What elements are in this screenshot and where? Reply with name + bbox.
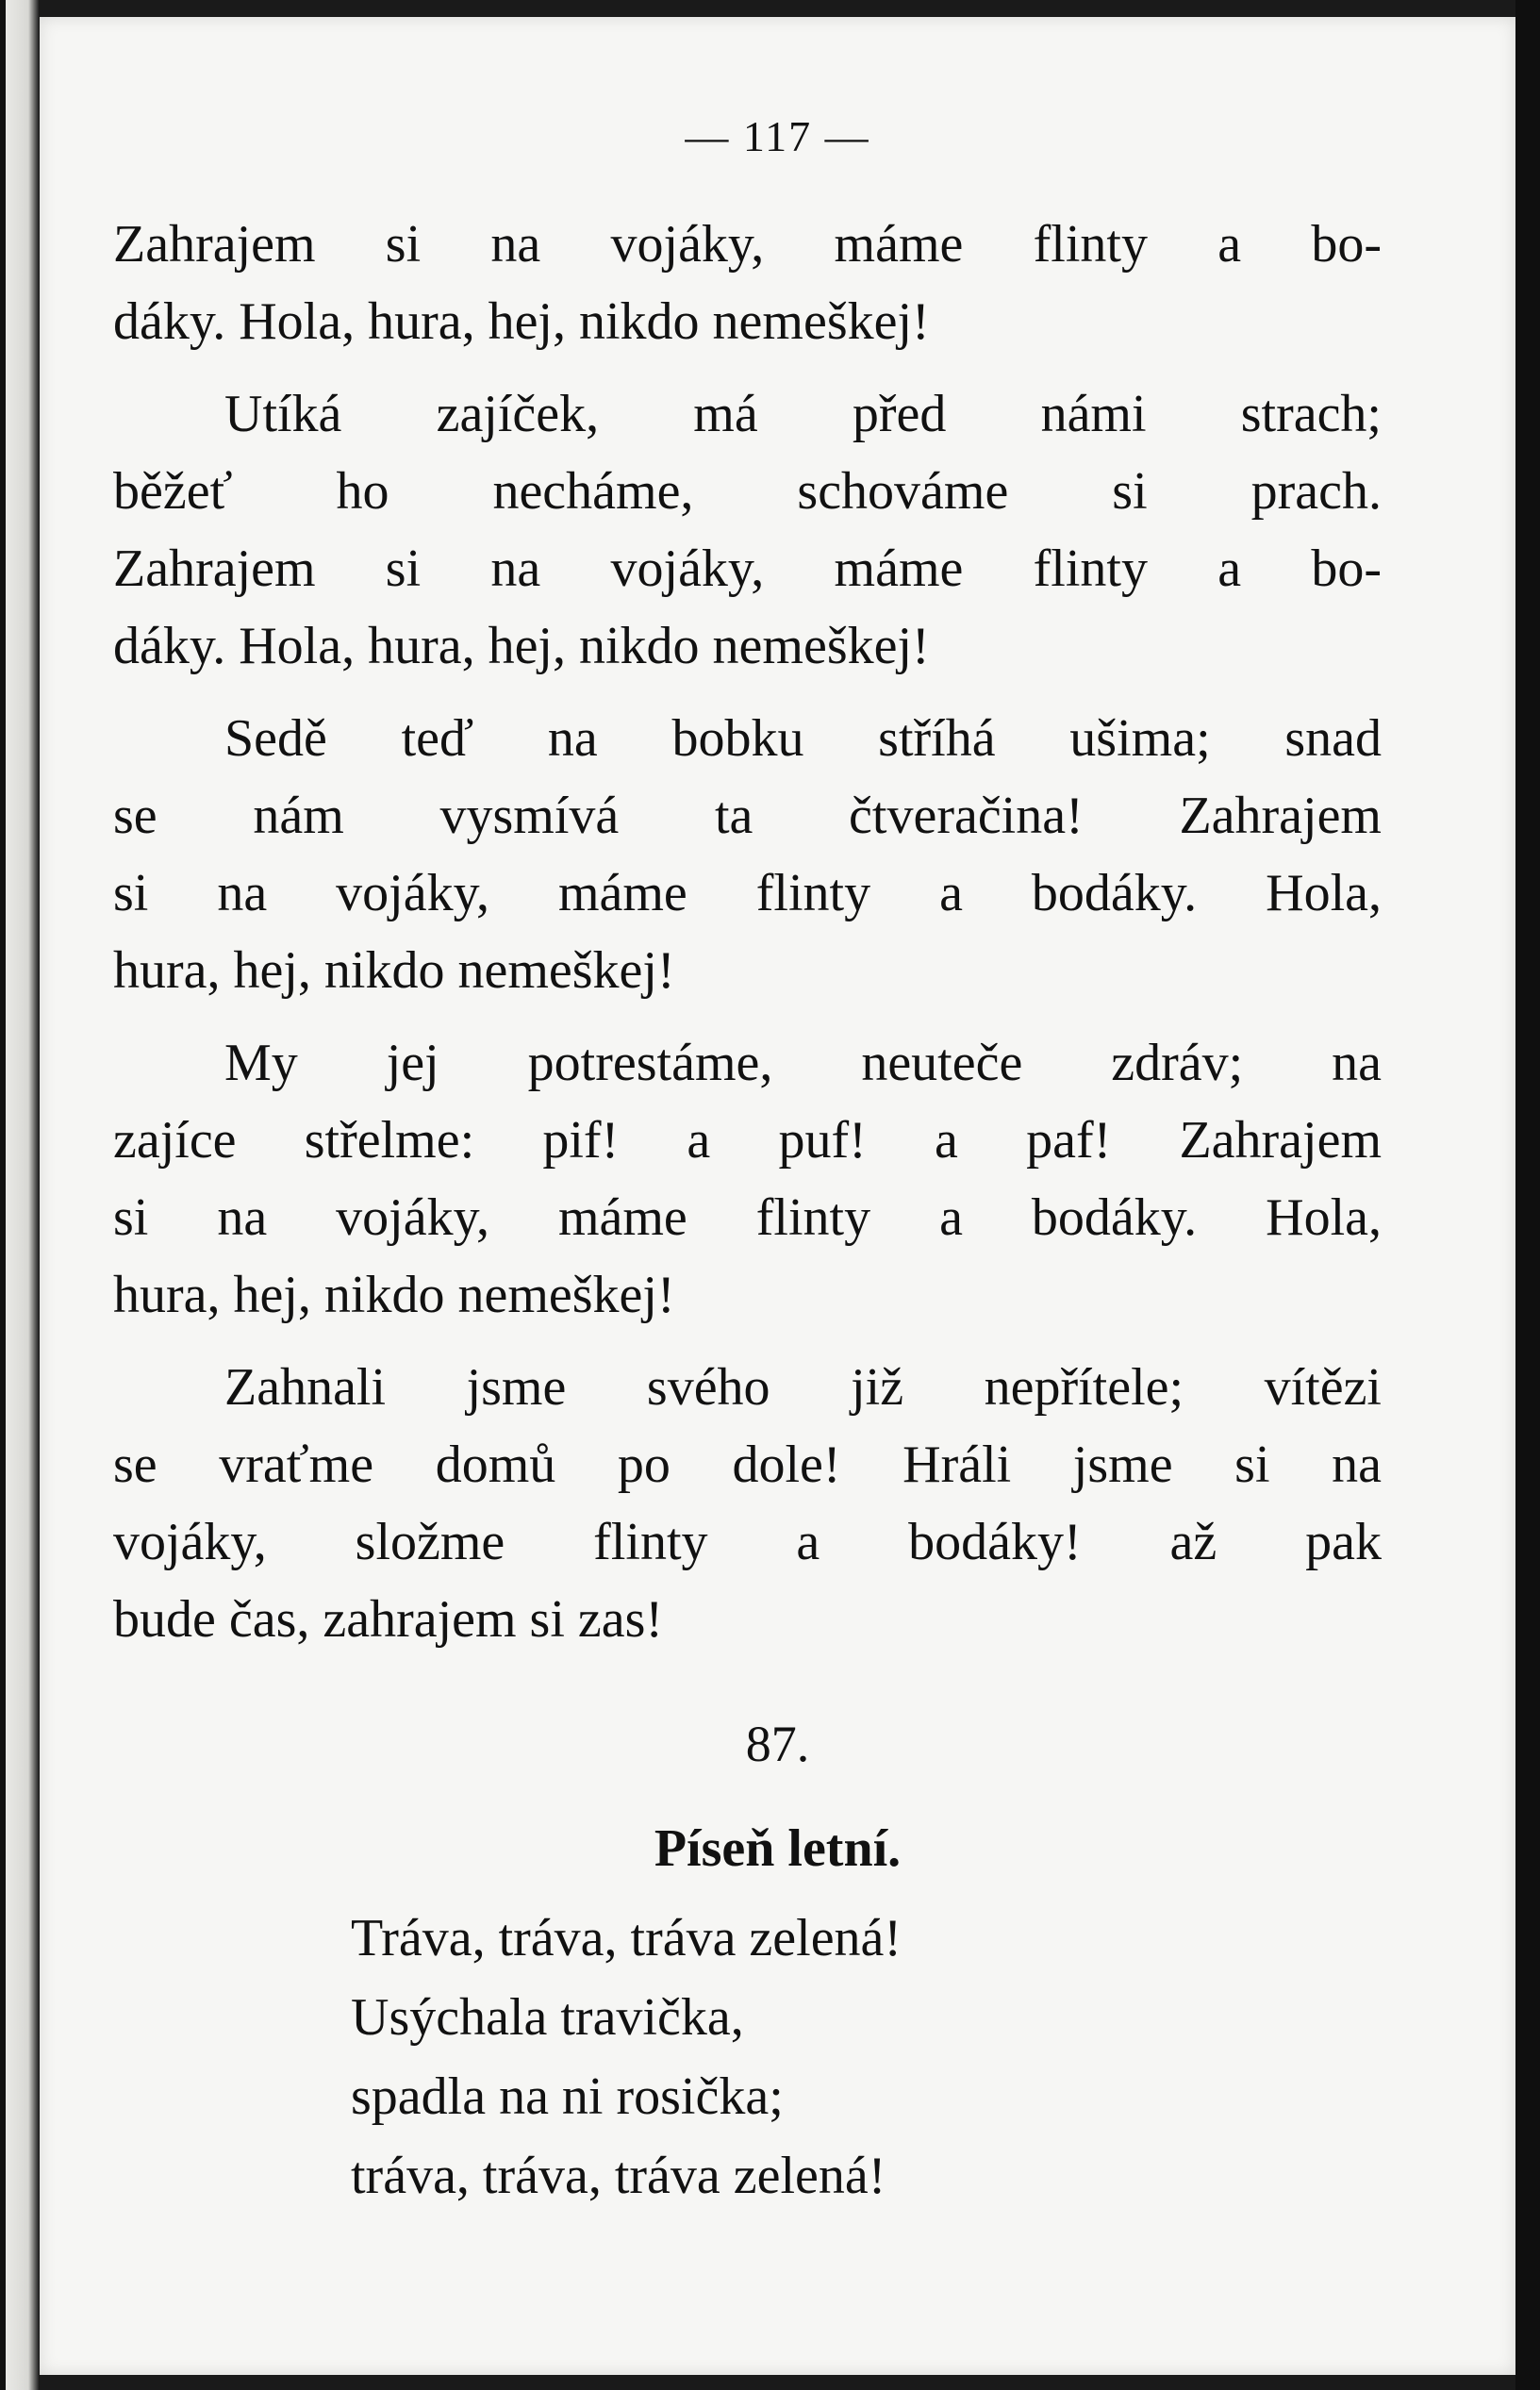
text-line: Utíká zajíček, má před námi strach; bbox=[224, 385, 1382, 443]
text-line: zajíce střelme: pif! a puf! a paf! Zahrajem bbox=[113, 1111, 1382, 1170]
verse-line: Tráva, tráva, tráva zelená! bbox=[351, 1909, 902, 1967]
text-line: Zahrajem si na vojáky, máme flinty a bo- bbox=[113, 539, 1382, 598]
song-number: 87. bbox=[745, 1716, 810, 1772]
verse-line: spadla na ni rosička; bbox=[351, 2067, 784, 2126]
text-line: běžeť ho necháme, schováme si prach. bbox=[113, 462, 1382, 521]
book-page bbox=[40, 17, 1515, 2375]
page-right-edge bbox=[1515, 0, 1540, 2390]
text-line: se vraťme domů po dole! Hráli jsme si na bbox=[113, 1436, 1382, 1494]
text-line: si na vojáky, máme flinty a bodáky. Hola, bbox=[113, 1188, 1382, 1247]
text-line: bude čas, zahrajem si zas! bbox=[113, 1590, 664, 1649]
text-line: My jej potrestáme, neuteče zdráv; na bbox=[224, 1034, 1382, 1092]
body-text bbox=[113, 206, 1382, 1673]
text-line: dáky. Hola, hura, hej, nikdo nemeškej! bbox=[113, 617, 930, 675]
text-line: Sedě teď na bobku stříhá ušima; snad bbox=[224, 709, 1382, 768]
paragraph bbox=[113, 700, 1382, 1009]
page-number: — 117 — bbox=[685, 112, 870, 160]
text-line: vojáky, složme flinty a bodáky! až pak bbox=[113, 1513, 1382, 1571]
text-line: Zahrajem si na vojáky, máme flinty a bo- bbox=[113, 215, 1382, 274]
text-line: si na vojáky, máme flinty a bodáky. Hola, bbox=[113, 864, 1382, 922]
text-line: se nám vysmívá ta čtveračina! Zahrajem bbox=[113, 787, 1382, 845]
paragraph bbox=[113, 206, 1382, 360]
text-line: hura, hej, nikdo nemeškej! bbox=[113, 1266, 675, 1324]
paragraph bbox=[113, 375, 1382, 685]
text-line: dáky. Hola, hura, hej, nikdo nemeškej! bbox=[113, 292, 930, 351]
song-title: Píseň letní. bbox=[654, 1819, 902, 1878]
paragraph bbox=[113, 1024, 1382, 1334]
song-verse bbox=[351, 1899, 902, 2216]
text-line: hura, hej, nikdo nemeškej! bbox=[113, 941, 675, 1000]
verse-line: tráva, tráva, tráva zelená! bbox=[351, 2147, 886, 2205]
verse-line: Usýchala travička, bbox=[351, 1988, 744, 2047]
page-left-edge bbox=[0, 0, 40, 2390]
paragraph bbox=[113, 1349, 1382, 1658]
text-line: Zahnali jsme svého již nepřítele; vítězi bbox=[224, 1358, 1382, 1417]
